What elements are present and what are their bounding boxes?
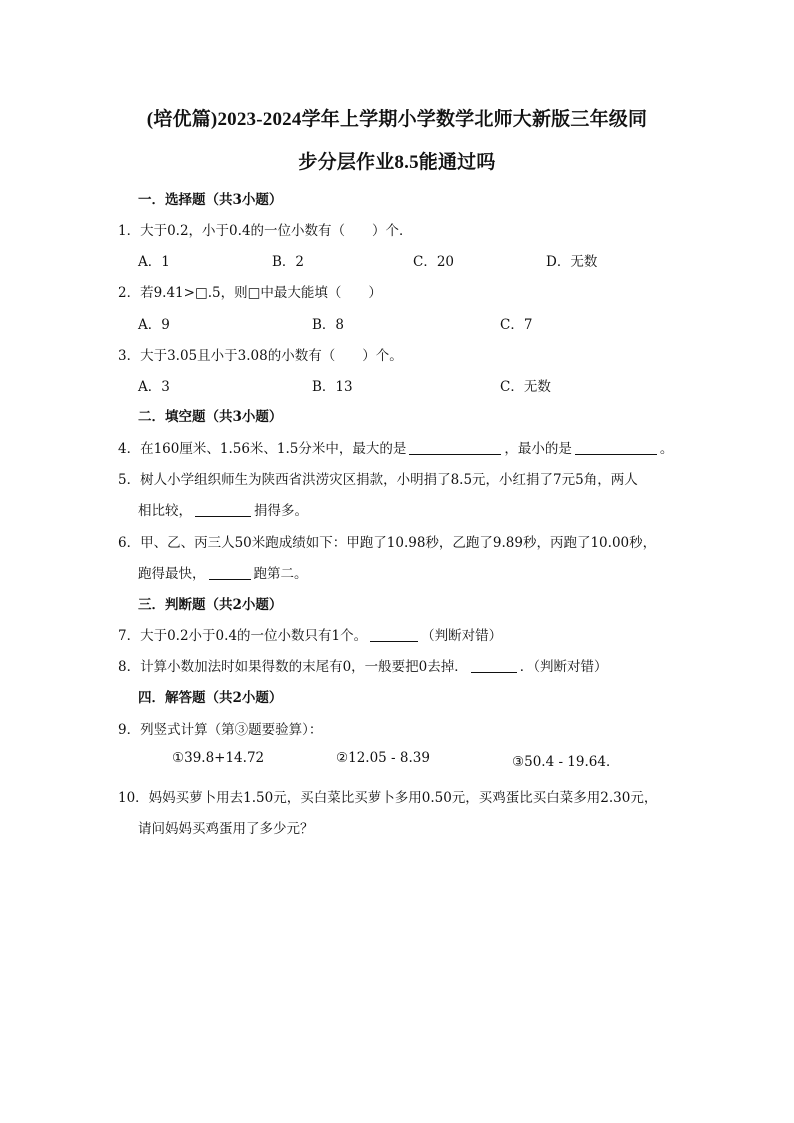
q6-text-part1: 跑得最快， xyxy=(138,566,206,582)
q3-option-a: A．3 xyxy=(138,379,170,395)
q7-answer-blank[interactable] xyxy=(370,627,418,642)
question-10-line2: 请问妈妈买鸡蛋用了多少元？ xyxy=(138,821,314,837)
section-heading-choice: 一．选择题（共3小题） xyxy=(138,192,283,208)
worksheet-title-line1: (培优篇)2023-2024学年上学期小学数学北师大新版三年级同 xyxy=(146,109,648,130)
question-7 xyxy=(118,624,502,644)
q4-answer-blank-1[interactable] xyxy=(409,440,501,455)
q4-text-part3: 。 xyxy=(659,441,674,457)
section-heading-judge: 三．判断题（共2小题） xyxy=(138,597,283,613)
q8-answer-blank[interactable] xyxy=(471,658,517,673)
question-9: 9．列竖式计算（第③题要验算）： xyxy=(118,722,323,738)
q3-option-b: B．13 xyxy=(312,379,353,395)
q1-option-d: D．无数 xyxy=(546,254,598,270)
q6-answer-blank[interactable] xyxy=(209,565,251,580)
q2-option-b: B．8 xyxy=(312,317,345,333)
q3-option-c: C．无数 xyxy=(500,379,551,395)
q2-option-c: C．7 xyxy=(500,317,533,333)
question-4 xyxy=(118,437,673,457)
q1-option-b: B．2 xyxy=(272,254,305,270)
q5-text-part2: 捐得多。 xyxy=(254,503,308,519)
question-6-line2 xyxy=(138,562,308,582)
q1-option-c: C．20 xyxy=(413,254,455,270)
question-6-line1: 6．甲、乙、丙三人50米跑成绩如下：甲跑了10.98秒，乙跑了9.89秒，丙跑了10.00秒， xyxy=(118,535,657,551)
section-heading-fill: 二．填空题（共3小题） xyxy=(138,409,283,425)
q4-text-part1: 4．在160厘米、1.56米、1.5分米中，最大的是 xyxy=(118,441,407,457)
q5-answer-blank[interactable] xyxy=(195,502,251,517)
question-5-line2 xyxy=(138,499,308,519)
question-3: 3．大于3.05且小于3.08的小数有（ ）个。 xyxy=(118,348,403,364)
q7-text-part1: 7．大于0.2小于0.4的一位小数只有1个。 xyxy=(118,628,368,644)
q4-text-part2: ，最小的是 xyxy=(504,441,572,457)
question-1: 1．大于0.2，小于0.4的一位小数有（ ）个． xyxy=(118,223,413,239)
question-10-line1: 10．妈妈买萝卜用去1.50元，买白菜比买萝卜多用0.50元，买鸡蛋比买白菜多用2.30元， xyxy=(118,790,658,806)
worksheet-title-line2: 步分层作业8.5能通过吗 xyxy=(298,152,496,173)
q2-option-a: A．9 xyxy=(138,317,170,333)
q4-answer-blank-2[interactable] xyxy=(575,440,657,455)
q1-option-a: A．1 xyxy=(138,254,170,270)
question-2: 2．若9.41>□.5，则□中最大能填（ ） xyxy=(118,285,382,301)
q9-item-2: ②12.05 - 8.39 xyxy=(336,750,430,766)
q7-text-part2: （判断对错） xyxy=(421,628,503,644)
q6-text-part2: 跑第二。 xyxy=(253,566,308,582)
q9-item-1: ①39.8+14.72 xyxy=(172,750,265,766)
q9-item-3: ③50.4 - 19.64． xyxy=(512,754,620,770)
section-heading-solve: 四．解答题（共2小题） xyxy=(138,690,283,706)
question-5-line1: 5．树人小学组织师生为陕西省洪涝灾区捐款，小明捐了8.5元，小红捐了7元5角，两人 xyxy=(118,472,638,488)
q8-text-part2: ．（判断对错） xyxy=(519,659,608,675)
q8-text-part1: 8．计算小数加法时如果得数的末尾有0，一般要把0去掉． xyxy=(118,659,468,675)
question-8 xyxy=(118,655,608,675)
q5-text-part1: 相比较， xyxy=(138,503,192,519)
